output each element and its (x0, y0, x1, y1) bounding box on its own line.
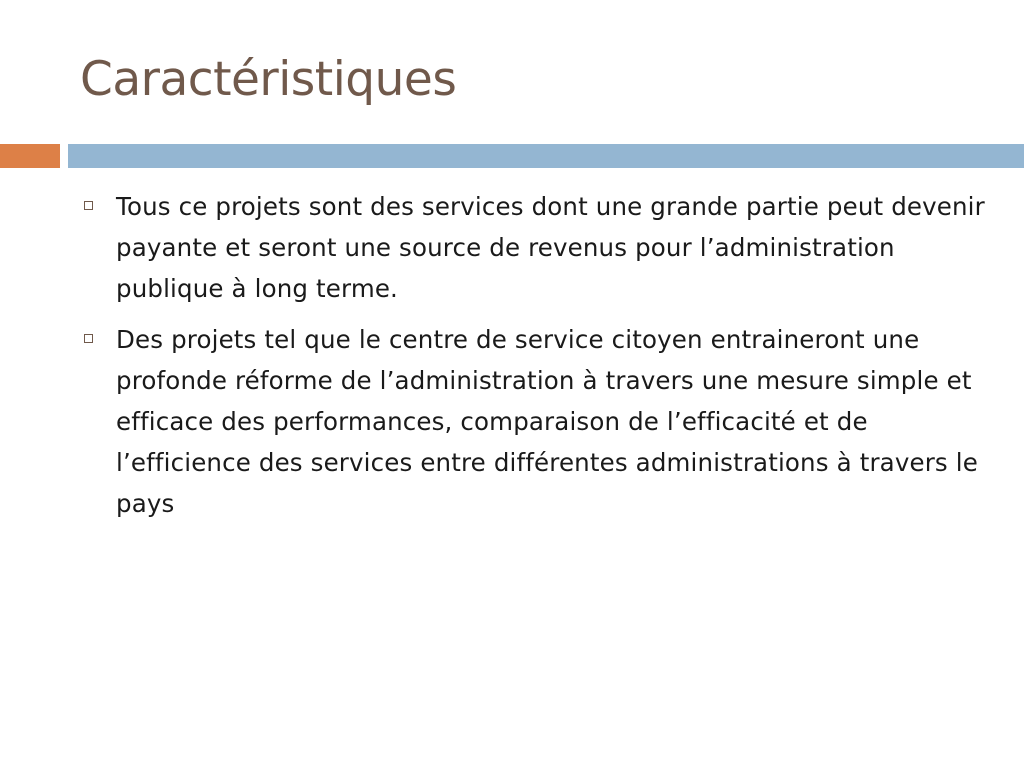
accent-bar (0, 144, 60, 168)
bullet-list (80, 186, 995, 534)
bullet-item (80, 186, 995, 309)
hollow-square-bullet-icon (84, 201, 93, 210)
header-divider-bar (68, 144, 1024, 168)
bullet-text: Tous ce projets sont des services dont une grande partie peut devenir payante et seront une source de revenus pour l’administration publique à long terme. (116, 192, 985, 303)
hollow-square-bullet-icon (84, 334, 93, 343)
slide-title: Caractéristiques (80, 52, 457, 107)
bullet-text: Des projets tel que le centre de service citoyen entraineront une profonde réforme de l’administration à travers une mesure simple et efficace des performances, comparaison de l’efficacité et de l’efficience des services entre différentes administrations à travers le pays (116, 325, 978, 518)
bullet-item (80, 319, 995, 524)
